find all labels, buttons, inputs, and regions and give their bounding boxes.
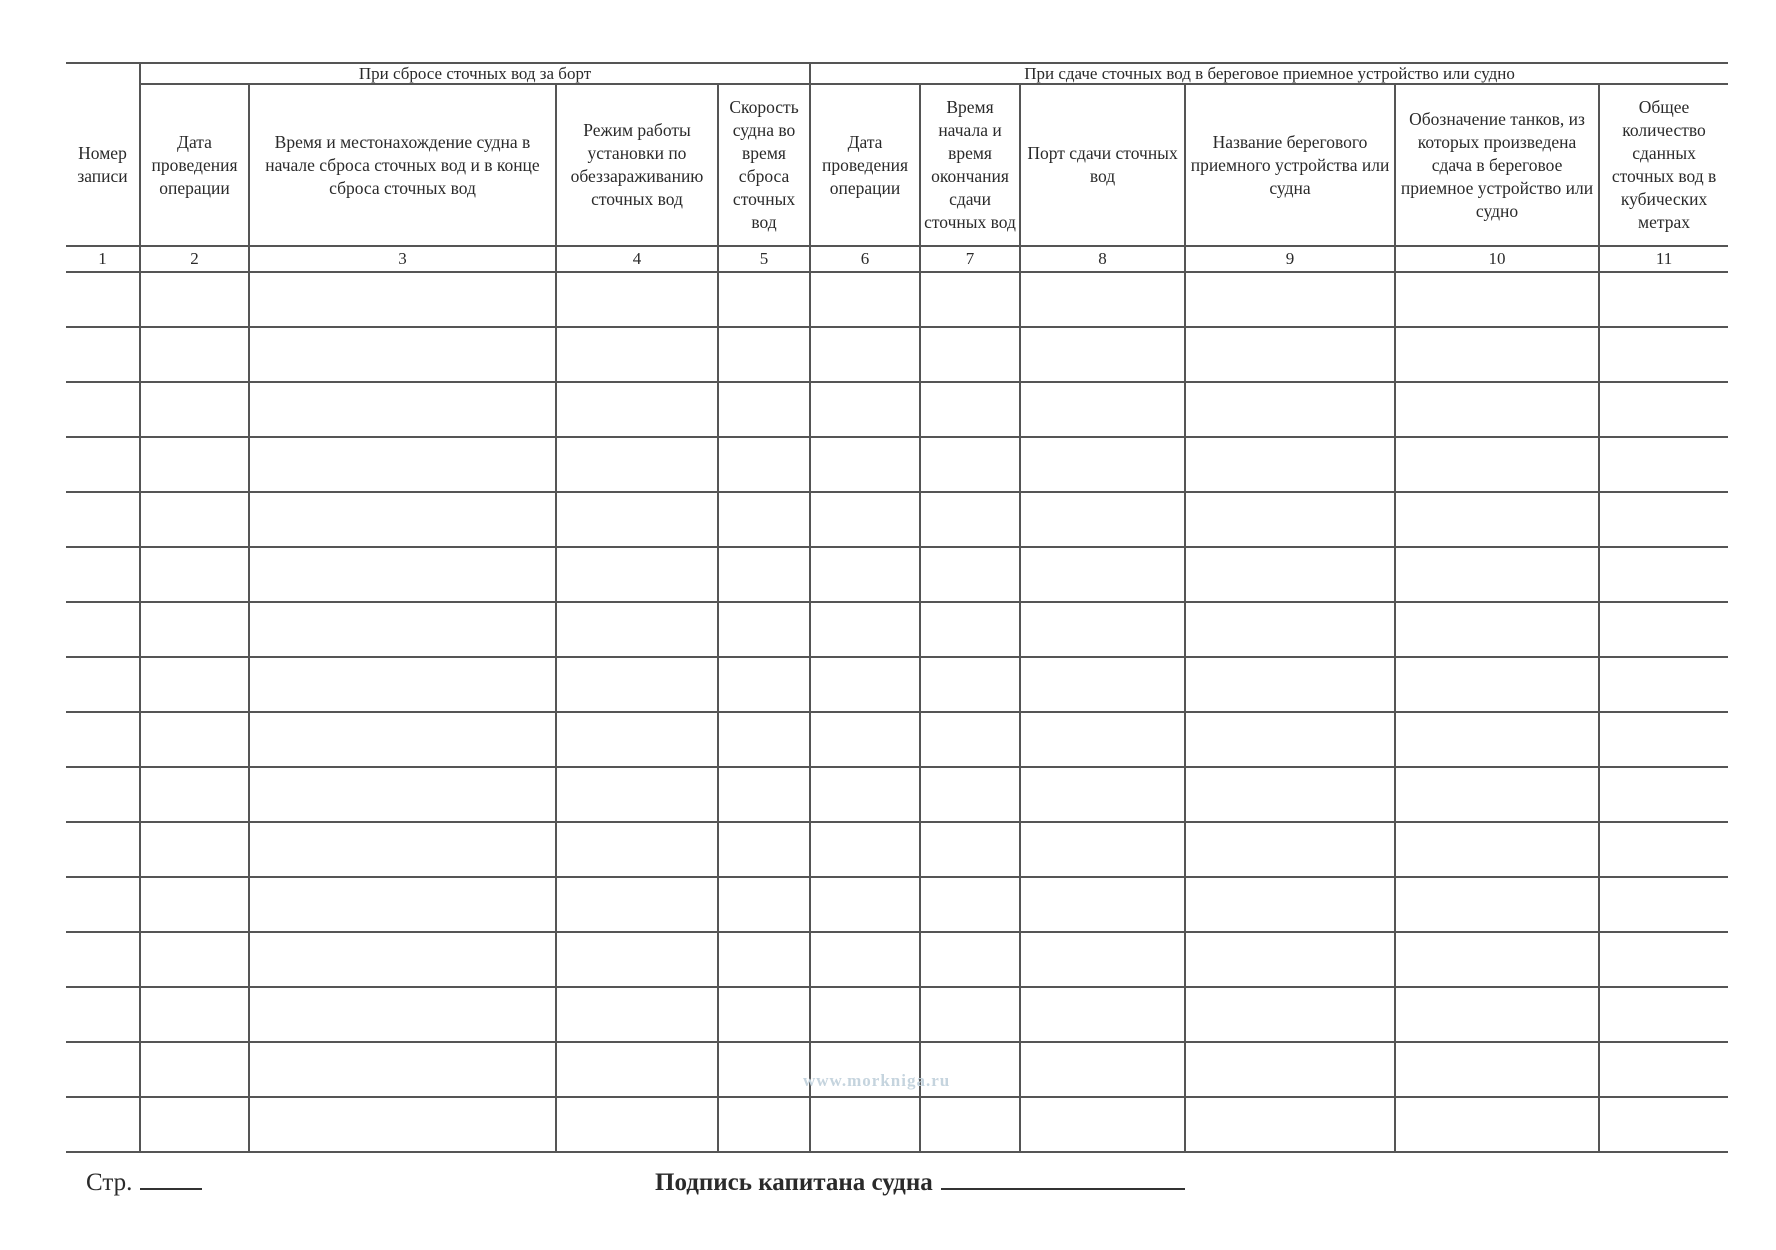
table-cell [1020,1042,1185,1097]
table-cell [1020,932,1185,987]
table-cell [66,492,140,547]
table-cell [1395,272,1599,327]
table-cell [556,712,718,767]
table-cell [1395,877,1599,932]
table-cell [1020,547,1185,602]
table-cell [556,877,718,932]
table-cell [920,712,1020,767]
table-cell [920,547,1020,602]
table-cell [556,767,718,822]
table-cell [556,932,718,987]
table-cell [810,492,920,547]
column-number-row [66,246,1728,272]
table-cell [249,657,556,712]
table-cell [1395,547,1599,602]
group-header-delivery-to-reception: При сдаче сточных вод в береговое приемное устройство или судно [810,63,1728,84]
table-cell [810,767,920,822]
table-cell [140,932,249,987]
column-header-ship-speed: Скорость судна во время сброса сточных вод [718,84,810,246]
table-cell [249,767,556,822]
table-cell [1185,712,1395,767]
table-row [66,327,1728,382]
table-cell [140,327,249,382]
table-cell [66,932,140,987]
table-cell [718,272,810,327]
table-cell [810,327,920,382]
table-cell [249,437,556,492]
table-cell [810,547,920,602]
table-cell [556,327,718,382]
corner-cell [66,63,140,84]
column-header-delivery-time: Время начала и время окончания сдачи сточных вод [920,84,1020,246]
table-cell [920,382,1020,437]
table-cell [1185,327,1395,382]
table-cell [249,327,556,382]
table-cell [556,987,718,1042]
table-cell [66,767,140,822]
table-cell [718,602,810,657]
table-row [66,602,1728,657]
column-number: 6 [810,246,920,272]
table-cell [556,657,718,712]
table-cell [1020,987,1185,1042]
table-cell [1599,492,1728,547]
table-row [66,877,1728,932]
table-cell [556,547,718,602]
table-row [66,987,1728,1042]
column-header-treatment-mode: Режим работы установки по обеззараживанию сточных вод [556,84,718,246]
table-cell [1185,602,1395,657]
table-cell [1020,382,1185,437]
column-number: 4 [556,246,718,272]
table-cell [718,932,810,987]
table-cell [810,602,920,657]
table-cell [140,767,249,822]
table-cell [1185,767,1395,822]
table-row [66,547,1728,602]
table-cell [1185,987,1395,1042]
table-cell [66,822,140,877]
table-cell [1020,492,1185,547]
table-cell [810,1097,920,1152]
column-number: 2 [140,246,249,272]
table-cell [718,437,810,492]
table-cell [1599,327,1728,382]
table-cell [1395,1097,1599,1152]
column-header-port: Порт сдачи сточных вод [1020,84,1185,246]
table-cell [66,1097,140,1152]
table-cell [718,327,810,382]
table-cell [1020,822,1185,877]
table-cell [920,1097,1020,1152]
table-cell [66,602,140,657]
table-cell [66,712,140,767]
table-cell [1185,437,1395,492]
table-cell [249,382,556,437]
table-cell [140,492,249,547]
table-cell [718,657,810,712]
table-cell [140,1097,249,1152]
table-cell [1185,877,1395,932]
table-cell [1599,602,1728,657]
table-cell [1599,767,1728,822]
table-cell [1599,547,1728,602]
table-cell [1185,932,1395,987]
table-cell [140,657,249,712]
table-cell [920,822,1020,877]
column-number: 3 [249,246,556,272]
column-number: 5 [718,246,810,272]
table-cell [140,602,249,657]
table-cell [249,272,556,327]
table-cell [920,767,1020,822]
table-cell [140,987,249,1042]
group-header-row [66,63,1728,84]
table-cell [140,712,249,767]
table-cell [556,602,718,657]
column-header-tank-designation: Обозначение танков, из которых произведена сдача в береговое приемное устройство или судно [1395,84,1599,246]
table-cell [249,1097,556,1152]
column-number: 10 [1395,246,1599,272]
table-cell [249,492,556,547]
table-cell [1185,272,1395,327]
table-cell [1395,657,1599,712]
table-cell [1020,712,1185,767]
table-cell [810,987,920,1042]
column-header-record-number: Номер записи [77,142,128,186]
table-cell [1020,877,1185,932]
table-cell [249,547,556,602]
table-cell [920,327,1020,382]
table-cell [810,932,920,987]
table-cell [1395,437,1599,492]
table-cell [1185,657,1395,712]
table-cell [1599,877,1728,932]
table-cell [66,327,140,382]
table-cell [1395,602,1599,657]
column-header-delivery-date: Дата проведения операции [810,84,920,246]
table-cell [140,272,249,327]
table-row [66,382,1728,437]
table-row [66,767,1728,822]
table-cell [556,492,718,547]
column-number: 9 [1185,246,1395,272]
column-header-reception-facility: Название берегового приемного устройства или судна [1185,84,1395,246]
table-cell [1599,987,1728,1042]
table-cell [718,1042,810,1097]
table-cell [718,382,810,437]
table-row [66,657,1728,712]
sewage-log-table [66,62,1728,1153]
table-cell [1185,822,1395,877]
column-header-time-and-position: Время и местонахождение судна в начале сброса сточных вод и в конце сброса сточных вод [249,84,556,246]
table-cell [1599,437,1728,492]
table-cell [1020,437,1185,492]
table-cell [249,712,556,767]
table-cell [1185,382,1395,437]
page-label: Стр. [86,1169,133,1196]
table-cell [920,272,1020,327]
table-cell [1020,767,1185,822]
page-number-field [86,1166,202,1197]
watermark: www.morkniga.ru [803,1071,951,1090]
column-number: 8 [1020,246,1185,272]
table-cell [1599,712,1728,767]
table-cell [1395,327,1599,382]
table-cell [1599,272,1728,327]
table-cell [140,822,249,877]
table-cell [1185,1042,1395,1097]
table-cell [718,822,810,877]
table-cell [556,437,718,492]
column-number: 11 [1599,246,1728,272]
table-row [66,822,1728,877]
table-cell [556,1097,718,1152]
table-row [66,272,1728,327]
table-cell [66,437,140,492]
table-cell [556,272,718,327]
table-cell [810,822,920,877]
table-cell [1185,1097,1395,1152]
table-cell [1020,657,1185,712]
table-cell [920,437,1020,492]
table-cell [1395,932,1599,987]
table-cell [556,822,718,877]
table-cell [920,657,1020,712]
signature-blank [941,1166,1185,1190]
table-cell [1599,822,1728,877]
table-row [66,437,1728,492]
table-cell [140,547,249,602]
signature-label: Подпись капитана судна [655,1169,933,1196]
table-cell [718,987,810,1042]
table-cell [66,1042,140,1097]
table-cell [1395,492,1599,547]
table-cell [1395,822,1599,877]
table-cell [249,602,556,657]
table-row [66,712,1728,767]
table-cell [1020,1097,1185,1152]
table-cell [556,1042,718,1097]
table-cell [920,877,1020,932]
table-cell [249,987,556,1042]
column-number: 7 [920,246,1020,272]
table-cell [810,877,920,932]
table-cell [66,657,140,712]
table-cell [249,822,556,877]
table-cell [66,547,140,602]
table-cell [66,382,140,437]
table-cell [1020,272,1185,327]
table-row [66,492,1728,547]
table-cell [140,877,249,932]
table-cell [718,1097,810,1152]
table-cell [718,547,810,602]
table-cell [1395,767,1599,822]
table-cell [1599,657,1728,712]
column-header-total-quantity: Общее количество сданных сточных вод в кубических метрах [1599,84,1728,246]
table-cell [718,767,810,822]
table-cell [1599,932,1728,987]
table-cell [810,657,920,712]
column-header-row [66,84,1728,246]
table-cell [249,877,556,932]
table-cell [1599,1097,1728,1152]
table-cell [1020,327,1185,382]
table-cell [1395,987,1599,1042]
table-cell [140,382,249,437]
table-cell [1395,1042,1599,1097]
table-cell [920,987,1020,1042]
table-cell [556,382,718,437]
table-cell [810,437,920,492]
column-header-discharge-date: Дата проведения операции [140,84,249,246]
table-cell [718,712,810,767]
table-cell [920,932,1020,987]
table-cell [920,492,1020,547]
table-cell [1395,712,1599,767]
table-cell [810,272,920,327]
captain-signature-field [655,1166,1185,1197]
table-cell [1599,382,1728,437]
table-cell [249,1042,556,1097]
page-number-blank [140,1166,202,1190]
table-cell [1185,492,1395,547]
table-cell [1599,1042,1728,1097]
table-cell [810,712,920,767]
column-number: 1 [66,246,140,272]
table-cell [140,1042,249,1097]
table-cell [718,877,810,932]
table-cell [66,877,140,932]
table-row [66,932,1728,987]
table-cell [920,602,1020,657]
table-row [66,1097,1728,1152]
group-header-discharge-overboard: При сбросе сточных вод за борт [140,63,810,84]
table-cell [66,272,140,327]
table-cell [66,987,140,1042]
table-cell [1020,602,1185,657]
table-cell [810,382,920,437]
table-cell [718,492,810,547]
table-cell [1395,382,1599,437]
table-cell [140,437,249,492]
table-cell [1185,547,1395,602]
table-cell [249,932,556,987]
